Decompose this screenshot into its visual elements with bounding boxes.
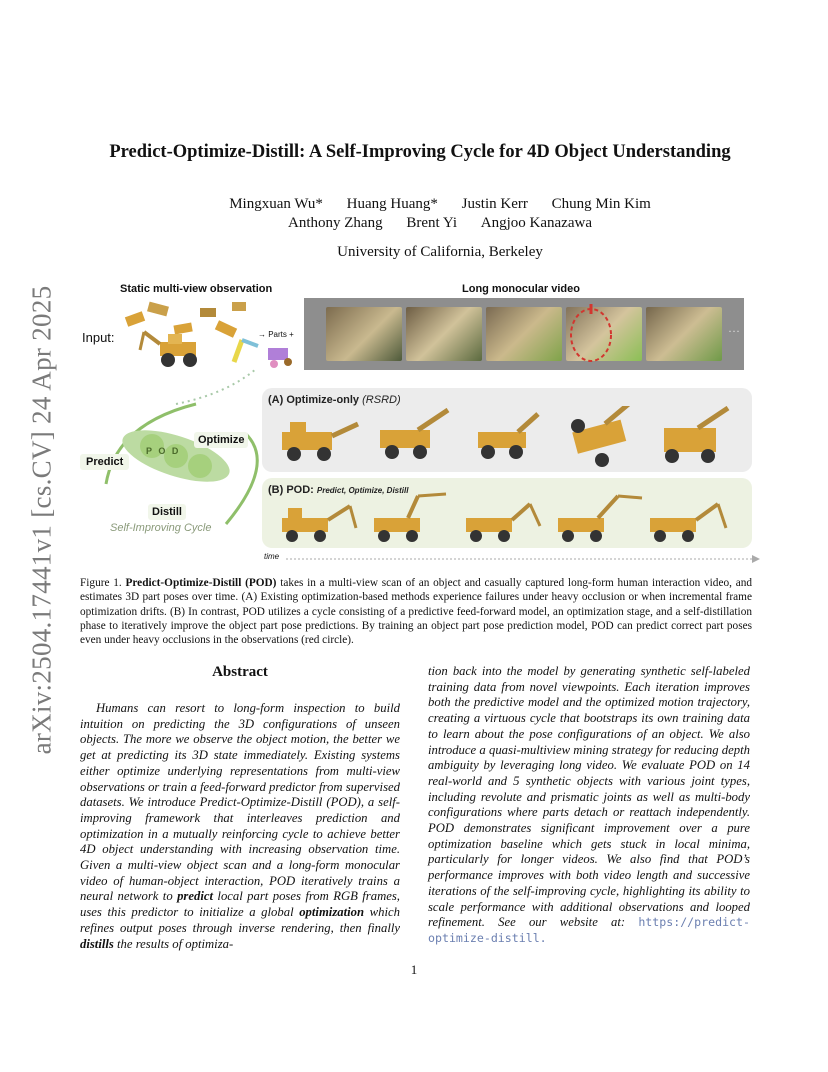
parts-label: → Parts + [258, 330, 294, 339]
project-website-link[interactable]: https://predict-optimize-distill. [428, 915, 750, 945]
page-number: 1 [410, 962, 418, 977]
author-name: Justin Kerr [461, 196, 528, 212]
abstract-paragraph-continued [428, 664, 750, 947]
time-axis-label: time [264, 552, 280, 561]
abstract-text: which refines output poses through inverse rendering, then finally [80, 905, 400, 935]
panel-a-label [268, 394, 401, 406]
distill-label: Distill [148, 504, 186, 520]
arxiv-sidebar-stamp [24, 280, 60, 760]
video-label: Long monocular video [462, 283, 580, 295]
authors-line-1 [60, 196, 820, 213]
cycle-label: Self-Improving Cycle [110, 522, 212, 534]
author-name: Anthony Zhang [288, 215, 383, 231]
author-name: Chung Min Kim [551, 196, 651, 212]
panel-b-label-italic: Predict, Optimize, Distill [316, 486, 409, 495]
video-frame [326, 307, 402, 361]
abstract-text: Humans can resort to long-form inspection to build intuition on predicting the 3D configurations of unseen objects. The more we observe the object motion, the better we get at predicting its 3D state immediately. Existing systems either optimize underlying representations from multi-view observations or train a feed-forward predictor from supervised datasets. We introduce Predict-Optimize-Distill (POD), a self-improving framework that interleaves prediction and optimization in a mutually reinforcing cycle to achieve better 4D object understanding with increasing observation time. Given a multi-view object scan and a long-form monocular video of human-object interaction, POD iteratively trains a neural network to [80, 701, 400, 904]
abstract-right-column [428, 664, 750, 947]
affiliation: University of California, Berkeley [337, 244, 543, 260]
occlusion-red-circle [568, 302, 614, 364]
keyword-predict: predict [177, 889, 214, 904]
caption-text: takes in a multi-view scan of an object and casually captured long-form human interaction video, and estimates 3D part poses over time. (A) Existing optimization-based methods experience failures under heavy occlusion or when incremental frame optimization drifts. (B) In contrast, POD utilizes a cycle consisting of a predictive feed-forward model, an optimization stage, and a self-distillation phase to iteratively improve the object part pose predictions. By training an object part pose prediction model, POD can predict correct part poses even under heavy occlusions in the observations (red circle). [80, 577, 752, 647]
video-frame [406, 307, 482, 361]
teaser-figure [76, 278, 768, 568]
static-observation-label: Static multi-view observation [120, 283, 273, 295]
panel-a-label-italic: (RSRD) [362, 394, 401, 406]
abstract-text: local part poses from RGB frames, uses this predictor to initialize a global [80, 889, 400, 920]
video-frame [486, 307, 562, 361]
paper-title: Predict-Optimize-Distill: A Self-Improving Cycle for 4D Object Understanding [109, 142, 731, 162]
panel-b-label-text: (B) POD: [268, 484, 314, 496]
panel-a-excavator-results [268, 406, 748, 468]
abstract-paragraph [80, 701, 400, 952]
input-label: Input: [82, 330, 115, 345]
time-axis-arrow [286, 554, 760, 564]
keyword-distills: distills [80, 936, 114, 951]
author-name: Mingxuan Wu* [229, 196, 323, 212]
parts-image [226, 334, 302, 368]
author-name: Angjoo Kanazawa [480, 215, 592, 231]
optimize-label: Optimize [194, 432, 248, 448]
keyword-optimization: optimization [299, 905, 365, 920]
arxiv-id: arXiv:2504.17441v1 [cs.CV] 24 Apr 2025 [26, 285, 57, 755]
panel-optimize-only [262, 388, 752, 472]
author-name: Brent Yi [406, 215, 458, 231]
predict-label: Predict [80, 454, 129, 470]
authors-line-2 [60, 215, 820, 232]
pod-pea-label: P O D [146, 446, 181, 456]
caption-bold: Predict-Optimize-Distill (POD) [125, 577, 277, 589]
figure-caption [80, 576, 752, 647]
caption-lead: Figure 1. [80, 577, 122, 589]
abstract-left-column [80, 664, 400, 952]
abstract-text: the results of optimiza- [113, 936, 234, 951]
author-name: Huang Huang* [346, 196, 438, 212]
panel-a-label-text: (A) Optimize-only [268, 394, 360, 406]
video-frame [646, 307, 722, 361]
panel-pod [262, 478, 752, 548]
video-filmstrip [304, 298, 744, 370]
ellipsis: ··· [728, 324, 740, 338]
panel-b-excavator-results [268, 492, 748, 546]
abstract-heading: Abstract [212, 664, 268, 680]
abstract-text: tion back into the model by generating synthetic self-labeled training data from novel viewpoints. Each iteration improves both the predictive model and the optimized motion trajectory, creating a virtuous cycle that bootstraps its own training data to learn about the pose configurations of an object. We also introduce a quasi-multiview mining strategy for reducing depth ambiguity by leveraging long video. We evaluate POD on 14 real-world and 5 synthetic objects with various joint types, including revolute and prismatic joints as well as multi-body configurations where parts detach or reattach independently. POD demonstrates significant improvement over a pure optimization baseline which gets stuck in local minima, particularly for longer videos. We also find that POD’s performance improves with both video length and successive iterations of the self-improving cycle, highlighting its ability to scale performance with additional observations and looped refinement. See our website at: [428, 664, 750, 930]
